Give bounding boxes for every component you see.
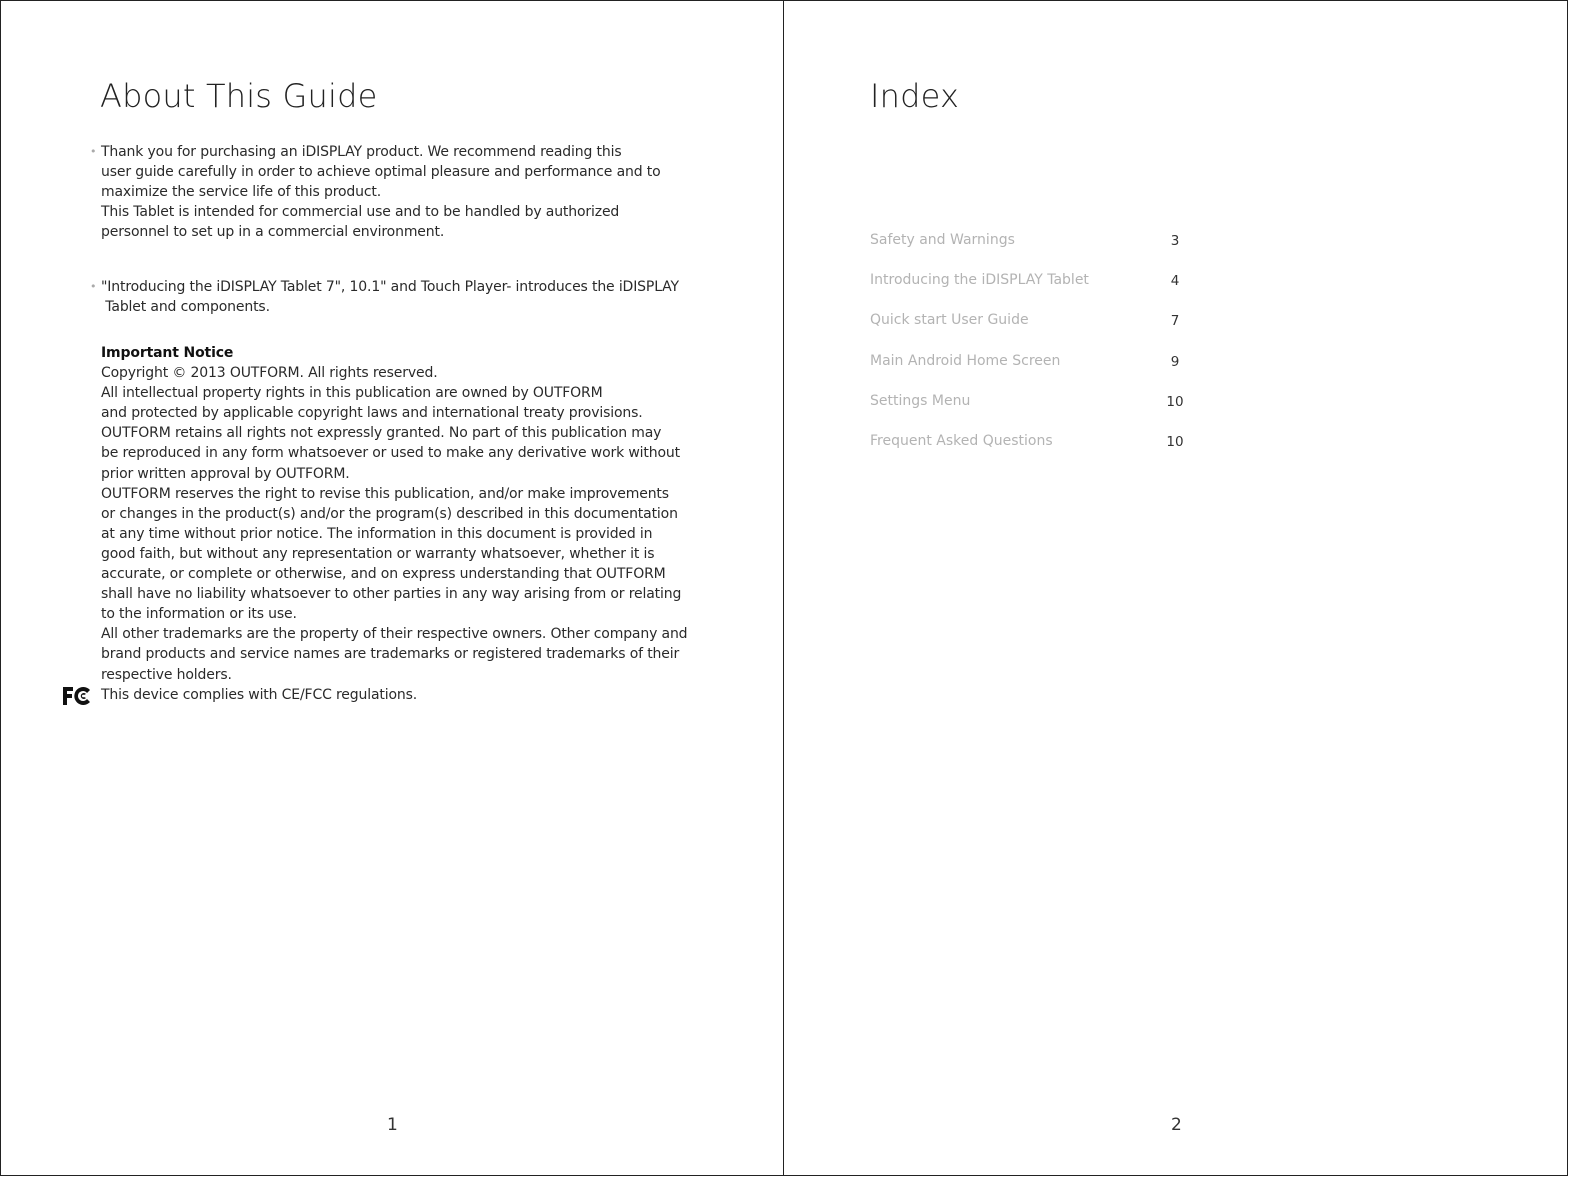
index-item-page: 9	[1170, 353, 1180, 370]
index-item-page: 4	[1170, 273, 1180, 290]
intro-line: personnel to set up in a commercial environment.	[101, 224, 445, 241]
notice-line: prior written approval by OUTFORM.	[101, 465, 350, 482]
index-item[interactable]	[870, 269, 1190, 309]
notice-line: Copyright © 2013 OUTFORM. All rights reserved.	[101, 365, 438, 382]
notice-line: All intellectual property rights in this publication are owned by OUTFORM	[101, 385, 603, 402]
index-item-label: Main Android Home Screen	[870, 352, 1061, 369]
index-item-page: 7	[1170, 313, 1180, 330]
index-item[interactable]	[870, 350, 1190, 390]
index-item-label: Settings Menu	[870, 392, 971, 409]
notice-line: OUTFORM retains all rights not expressly granted. No part of this publication may	[101, 425, 662, 442]
index-item-label: Quick start User Guide	[870, 312, 1029, 329]
bullet-dot-icon: •	[90, 145, 97, 158]
notice-line: shall have no liability whatsoever to other parties in any way arising from or relating	[101, 586, 682, 603]
index-item[interactable]	[870, 390, 1190, 430]
right-page	[784, 1, 1567, 1175]
bullet-dot-icon: •	[90, 280, 97, 293]
second-line: "Introducing the iDISPLAY Tablet 7", 10.1" and Touch Player- introduces the iDISPLAY	[101, 279, 679, 295]
page-number: 1	[387, 1115, 398, 1135]
notice-line: or changes in the product(s) and/or the program(s) described in this documentation	[101, 505, 678, 522]
notice-line: OUTFORM reserves the right to revise this publication, and/or make improvements	[101, 485, 669, 502]
index-list	[870, 229, 1190, 470]
notice-line: brand products and service names are trademarks or registered trademarks of their	[101, 646, 680, 663]
index-item[interactable]	[870, 309, 1190, 349]
notice-line: accurate, or complete or otherwise, and on express understanding that OUTFORM	[101, 566, 666, 583]
notice-line: good faith, but without any representation or warranty whatsoever, whether it is	[101, 545, 655, 562]
intro-line: user guide carefully in order to achieve optimal pleasure and performance and to	[101, 164, 661, 181]
intro-line: Thank you for purchasing an iDISPLAY product. We recommend reading this	[101, 144, 622, 160]
intro-line: maximize the service life of this product.	[101, 184, 382, 201]
notice-line: All other trademarks are the property of their respective owners. Other company and	[101, 626, 688, 643]
notice-line: respective holders.	[101, 666, 232, 683]
notice-line: to the information or its use.	[101, 606, 297, 623]
index-item-page: 10	[1166, 433, 1184, 450]
notice-line: be reproduced in any form whatsoever or used to make any derivative work without	[101, 445, 680, 462]
page-title-about: About This Guide	[100, 77, 378, 115]
index-item-label: Introducing the iDISPLAY Tablet	[870, 272, 1089, 289]
page-title-index: Index	[870, 77, 960, 115]
left-page	[1, 1, 784, 1175]
important-notice-section	[101, 343, 701, 705]
second-paragraph	[90, 277, 691, 317]
index-item[interactable]	[870, 430, 1190, 470]
index-item-page: 3	[1170, 233, 1180, 249]
intro-paragraph	[90, 142, 691, 242]
index-item-label: Frequent Asked Questions	[870, 432, 1053, 449]
index-item-page: 10	[1166, 393, 1184, 410]
fcc-text: This device complies with CE/FCC regulations.	[101, 686, 418, 703]
fcc-compliance-line	[101, 685, 701, 705]
fcc-logo-icon	[61, 685, 93, 707]
page-number: 2	[1171, 1115, 1182, 1135]
intro-line: This Tablet is intended for commercial use and to be handled by authorized	[101, 204, 620, 221]
notice-line: at any time without prior notice. The information in this document is provided in	[101, 525, 653, 542]
second-line: Tablet and components.	[101, 299, 270, 316]
notice-line: and protected by applicable copyright laws and international treaty provisions.	[101, 405, 643, 422]
notice-heading: Important Notice	[101, 345, 234, 361]
index-item[interactable]	[870, 229, 1190, 269]
index-item-label: Safety and Warnings	[870, 232, 1015, 248]
